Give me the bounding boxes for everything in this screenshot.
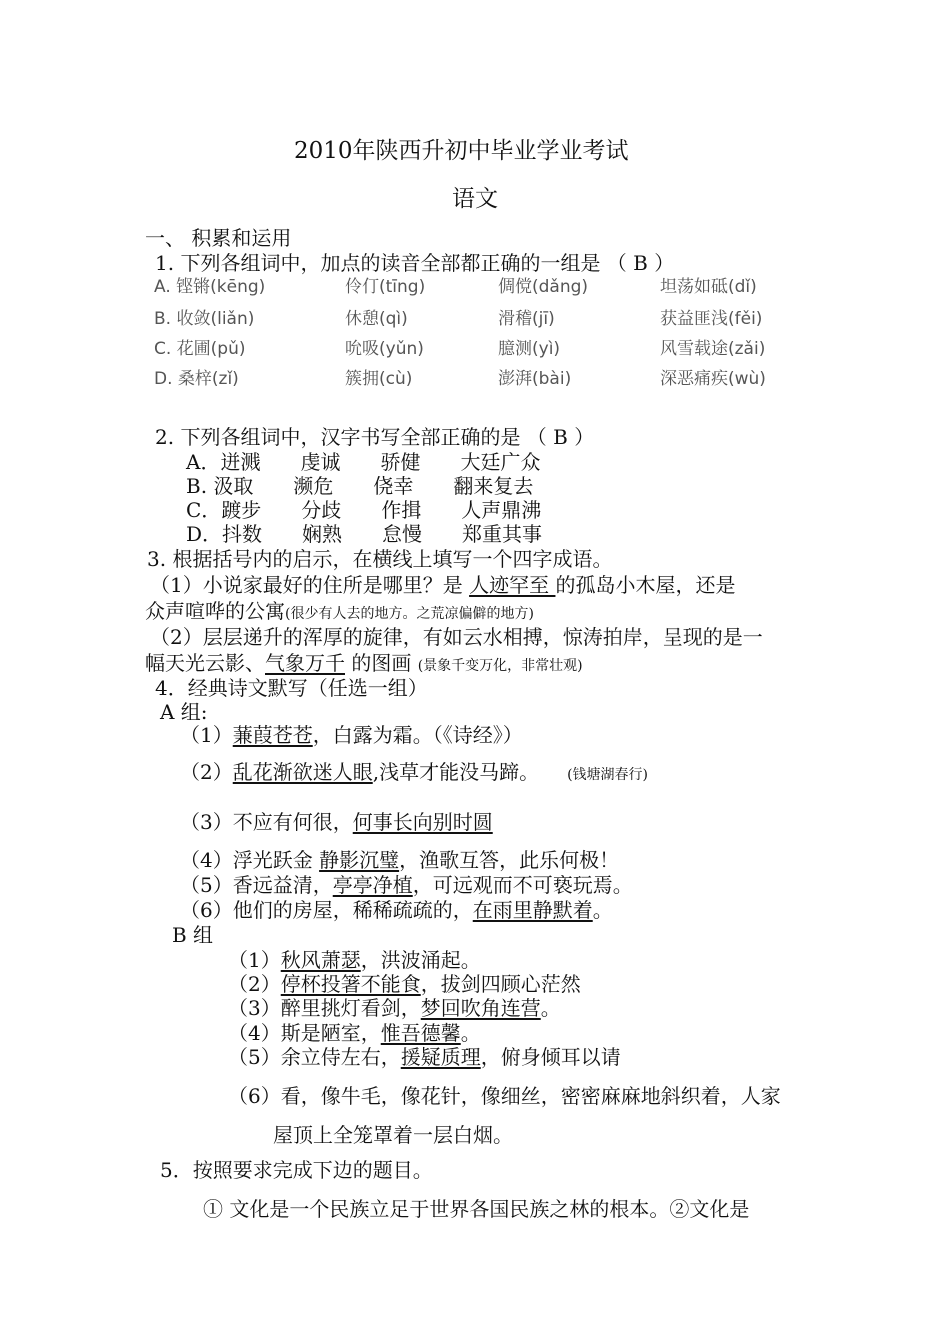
line-suffix: ，渔歌互答，此乐何极！ — [399, 848, 620, 872]
q1-option-cell: C. 花圃(pǔ) — [154, 339, 246, 359]
a3-line — [180, 809, 493, 835]
q3-text: 幅天光云影、 — [145, 651, 265, 675]
q3-text: 众声喧哗的公寓 — [145, 599, 285, 623]
line-prefix: （3）醉里挑灯看剑， — [228, 996, 421, 1020]
q3-item-1-line-2 — [145, 598, 534, 627]
b5-line — [228, 1044, 621, 1070]
line-prefix: （3）不应有何很， — [180, 810, 353, 834]
question-2-stem: 2. 下列各组词中，汉字书写全部正确的是 （ B ） — [155, 425, 595, 449]
b4-line — [228, 1020, 481, 1046]
b1-answer: 秋风萧瑟 — [280, 948, 361, 972]
q1-option-cell: 坦荡如砥(dǐ) — [660, 277, 757, 297]
a1-answer: 蒹葭苍苍 — [232, 723, 313, 747]
q3-answer-1: 人迹罕至 — [469, 573, 556, 597]
q3-hint-2: (景象千变万化，非常壮观) — [417, 658, 583, 674]
question-4-stem: 4．经典诗文默写（任选一组） — [155, 676, 428, 700]
line-prefix: （2） — [228, 972, 281, 996]
b5-answer: 援疑质理 — [400, 1045, 481, 1069]
section-heading: 一、 积累和运用 — [145, 226, 292, 250]
a5-line — [180, 872, 633, 898]
q1-option-cell: 风雪载途(zǎi) — [660, 339, 766, 359]
line-suffix: 。 — [460, 1021, 481, 1045]
q2-option-a: A．迸溅 虔诚 骄健 大廷广众 — [186, 450, 541, 474]
line-prefix: （4）斯是陋室， — [228, 1021, 381, 1045]
question-1-options-image — [150, 268, 790, 396]
question-5-stem: 5．按照要求完成下边的题目。 — [160, 1158, 433, 1182]
b2-answer: 停杯投箸不能食 — [280, 972, 421, 996]
line-prefix: （5）香远益清， — [180, 873, 333, 897]
a1-line — [180, 722, 523, 748]
q3-text: （1）小说家最好的住所是哪里？是 — [150, 573, 470, 597]
subject-title: 语文 — [452, 186, 498, 212]
q1-option-cell: 倜傥(dǎng) — [498, 277, 589, 297]
q1-option-cell: 簇拥(cù) — [345, 369, 413, 389]
line-suffix: 。 — [592, 898, 613, 922]
group-a-label: A 组: — [160, 700, 208, 724]
line-suffix: ，拔剑四顾心茫然 — [420, 972, 581, 996]
question-5-text: ① 文化是一个民族立足于世界各国民族之林的根本。②文化是 — [203, 1197, 750, 1221]
a2-line — [180, 759, 648, 788]
a2-source-note: (钱塘湖春行) — [567, 767, 649, 783]
line-prefix: （2） — [180, 760, 233, 784]
q1-option-cell: 滑稽(jī) — [498, 309, 555, 329]
line-prefix: （1） — [228, 948, 281, 972]
line-suffix: ，白露为霜。（《诗经》） — [312, 723, 523, 747]
q3-answer-2: 气象万千 — [265, 651, 345, 675]
group-b-label: B 组 — [172, 923, 214, 947]
q1-option-cell: A. 铿锵(kēng) — [154, 277, 266, 297]
line-suffix: ，可远观而不可亵玩焉。 — [412, 873, 633, 897]
b1-line — [228, 947, 481, 973]
exam-title: 2010年陕西升初中毕业学业考试 — [294, 138, 629, 164]
a4-answer: 静影沉璧 — [319, 848, 400, 872]
a6-line — [180, 897, 613, 923]
line-prefix: （5）余立侍左右， — [228, 1045, 401, 1069]
q3-item-2-line-1: （2）层层递升的浑厚的旋律，有如云水相搏，惊涛拍岸，呈现的是一 — [150, 625, 763, 649]
a2-answer: 乱花渐欲迷人眼 — [232, 760, 373, 784]
b3-line — [228, 995, 561, 1021]
q3-hint-1: (很少有人去的地方。之荒凉偏僻的地方) — [285, 606, 534, 622]
a6-answer: 在雨里静默着 — [472, 898, 593, 922]
q1-option-cell: 澎湃(bài) — [498, 369, 572, 389]
q1-option-cell: 休憩(qì) — [345, 309, 408, 329]
q1-option-cell: D. 桑梓(zǐ) — [154, 369, 239, 389]
q1-option-cell: B. 收敛(liǎn) — [154, 309, 255, 329]
line-suffix: 。 — [540, 996, 561, 1020]
b6-line-1: （6）看，像牛毛，像花针，像细丝，密密麻麻地斜织着，人家 — [228, 1084, 781, 1108]
q1-option-cell: 深恶痛疾(wù) — [660, 369, 766, 389]
q3-item-1-line-1 — [150, 572, 735, 598]
line-suffix: ，俯身倾耳以请 — [480, 1045, 621, 1069]
question-3-stem: 3. 根据括号内的启示，在横线上填写一个四字成语。 — [147, 547, 613, 571]
q2-option-b: B. 汲取 濒危 侥幸 翻来复去 — [186, 474, 534, 498]
q1-option-cell: 获益匪浅(fěi) — [660, 309, 763, 329]
q1-option-cell: 臆测(yì) — [498, 339, 561, 359]
line-prefix: （4）浮光跃金 — [180, 848, 320, 872]
q2-option-c: C．踱步 分歧 作揖 人声鼎沸 — [186, 498, 542, 522]
b6-line-2: 屋顶上全笼罩着一层白烟。 — [273, 1123, 513, 1147]
q3-text: 的图画 — [345, 651, 418, 675]
q1-option-cell: 伶仃(tīng) — [345, 277, 426, 297]
line-suffix: ，洪波涌起。 — [360, 948, 481, 972]
line-suffix: ,浅草才能没马蹄。 — [372, 760, 540, 784]
line-prefix: （6）他们的房屋，稀稀疏疏的， — [180, 898, 473, 922]
a5-answer: 亭亭净植 — [332, 873, 413, 897]
q2-option-d: D．抖数 娴熟 怠慢 郑重其事 — [186, 522, 543, 546]
line-prefix: （1） — [180, 723, 233, 747]
question-1-stem: 1. 下列各组词中，加点的读音全部都正确的一组是 （ B ） — [155, 251, 675, 275]
q1-option-cell: 吮吸(yǔn) — [345, 339, 424, 359]
b3-answer: 梦回吹角连营 — [420, 996, 541, 1020]
b2-line — [228, 971, 581, 997]
b4-answer: 惟吾德馨 — [380, 1021, 461, 1045]
a4-line — [180, 847, 619, 873]
a3-answer: 何事长向别时圆 — [352, 810, 493, 834]
q3-text: 的孤岛小木屋，还是 — [555, 573, 736, 597]
